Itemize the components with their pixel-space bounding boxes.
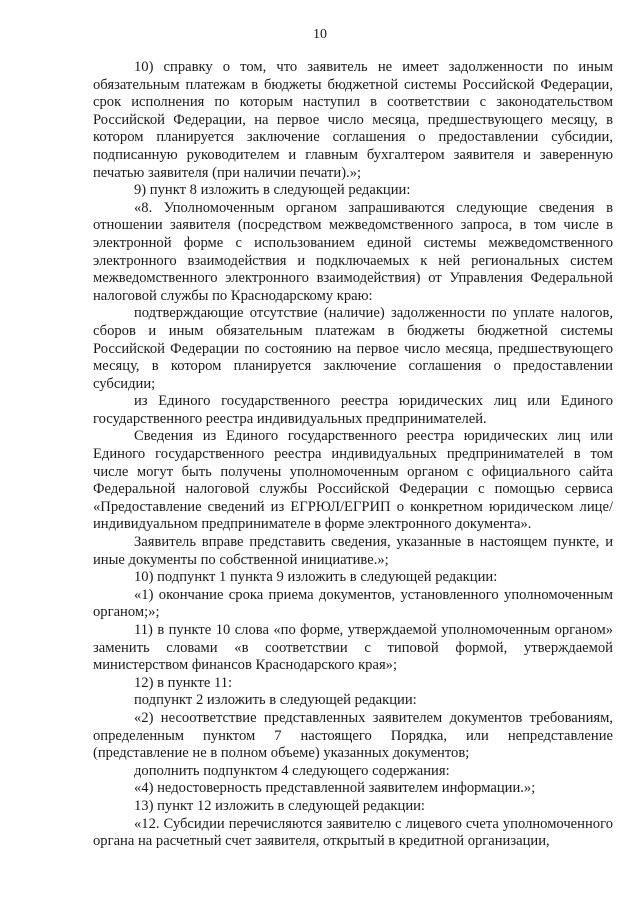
page-number: 10	[313, 27, 327, 42]
paragraph-11: 12) в пункте 11:	[134, 674, 233, 691]
paragraph-1: 10) справку о том, что заявитель не имеет задолженности по иным обязательным платежам в бюджеты бюджетной системы Российской Федерации, срок исполнения по которым наступил в соответствии с законодательством Российской Федерации, на первое число месяца, предшествующего месяцу, в котором планируется заключение соглашения о предоставлении субсидии, подписанную руководителем и главным бухгалтером заявителя и заверенную печатью заявителя (при наличии печати).»;	[93, 59, 613, 181]
paragraph-17: «12. Субсидии перечисляются заявителю с лицевого счета уполномоченного органа на расчетный счет заявителя, открытый в кредитной организации,	[93, 815, 613, 850]
paragraph-7: Заявитель вправе представить сведения, указанные в настоящем пункте, и иные документы по собственной инициативе.»;	[93, 534, 613, 568]
paragraph-6: Сведения из Единого государственного реестра юридических лиц или Единого государственного реестра индивидуальных предпринимателей в том числе могут быть получены уполномоченным органом с официального сайта Федеральной налоговой службы Российской Федерации с помощью сервиса «Предоставление сведений из ЕГРЮЛ/ЕГРИП о конкретном юридическом лице/индивидуальном предпринимателе в форме электронного документа».	[93, 428, 613, 533]
paragraph-2: 9) пункт 8 изложить в следующей редакции:	[134, 182, 411, 199]
paragraph-12: подпункт 2 изложить в следующей редакции:	[134, 692, 417, 709]
paragraph-9: «1) окончание срока приема документов, установленного уполномоченным органом;»;	[93, 586, 613, 621]
paragraph-13: «2) несоответствие представленных заявителем документов требованиям, определенным пунктом 7 настоящего Порядка, или непредставление (представление не в полном объеме) указанных документов;	[93, 709, 613, 762]
paragraph-14: дополнить подпунктом 4 следующего содержания:	[134, 762, 450, 779]
paragraph-4: подтверждающие отсутствие (наличие) задолженности по уплате налогов, сборов и иным обязательным платежам в бюджеты бюджетной системы Российской Федерации по состоянию на первое число месяца, предшествующего месяцу, в котором планируется заключение соглашения о предоставлении субсидии;	[93, 305, 613, 392]
paragraph-8: 10) подпункт 1 пункта 9 изложить в следующей редакции:	[134, 569, 498, 586]
paragraph-10: 11) в пункте 10 слова «по форме, утверждаемой уполномоченным органом» заменить словами «в соответствии с типовой формой, утверждаемой министерством финансов Краснодарского края»;	[93, 622, 613, 674]
paragraph-15: «4) недостоверность представленной заявителем информации.»;	[134, 780, 536, 797]
paragraph-5: из Единого государственного реестра юридических лиц или Единого государственного реестра индивидуальных предпринимателей.	[93, 393, 613, 427]
paragraph-3: «8. Уполномоченным органом запрашиваются следующие сведения в отношении заявителя (посредством межведомственного запроса, в том числе в электронной форме с использованием единой системы межведомственного электронного взаимодействия и подключаемых к ней региональных систем межведомственного электронного взаимодействия) от Управления Федеральной налоговой службы по Краснодарскому краю:	[93, 199, 613, 304]
paragraph-16: 13) пункт 12 изложить в следующей редакции:	[134, 797, 425, 814]
document-body	[93, 59, 613, 851]
